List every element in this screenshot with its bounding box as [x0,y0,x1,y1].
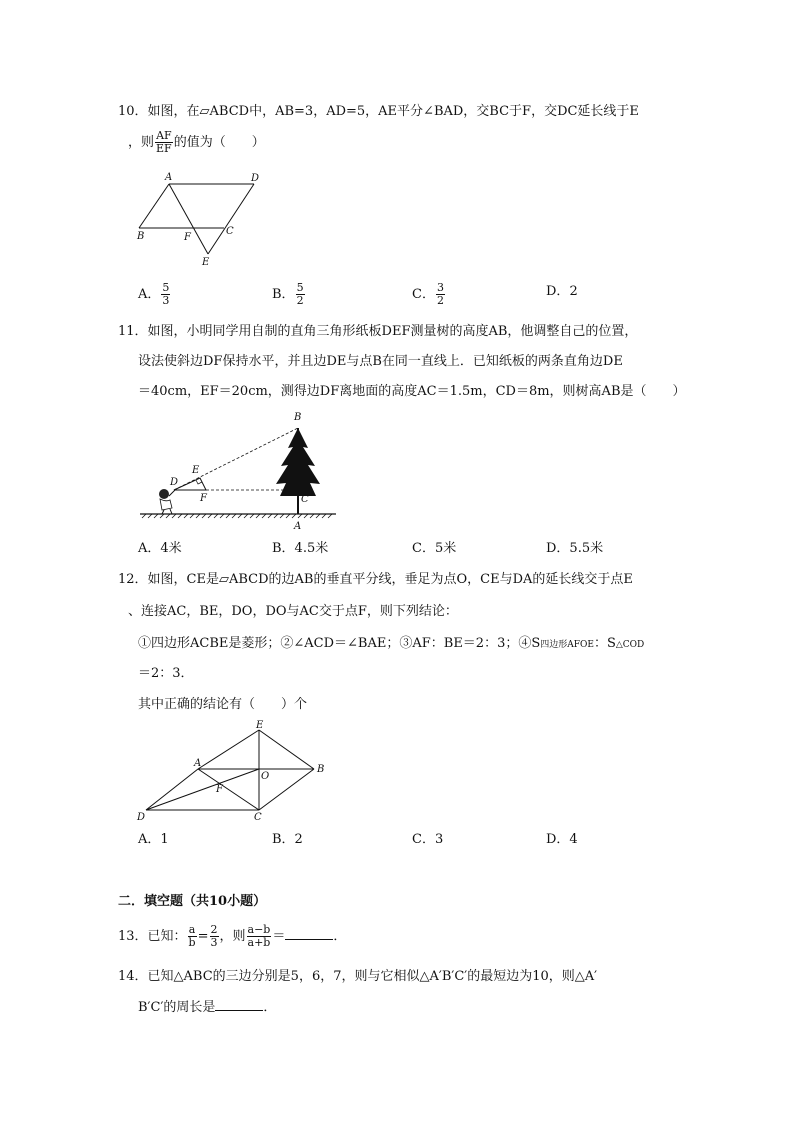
q13-prefix: 13．已知： [118,929,187,944]
q11-option-d[interactable]: D．5.5米 [546,541,604,556]
q13-eq2: ＝ [272,929,286,944]
q10-option-b[interactable] [272,282,306,307]
q10-label-E: E [202,257,210,268]
q12-line3-sub1: 四边形AFOE [540,640,594,650]
q12-label-O: O [261,771,270,782]
q12-line5: 其中正确的结论有（ ）个 [138,697,308,712]
q14-line2-text: B′C′的周长是 [138,1000,216,1015]
q13-frac2-num: 2 [210,923,218,936]
q13-frac3 [247,924,272,949]
q12-line3-text: ①四边形ACBE是菱形；②∠ACD＝∠BAE；③AF：BE＝2：3；④S [138,636,541,651]
q10-label-B: B [137,231,145,242]
section2-title: 二．填空题（共10小题） [118,894,267,909]
q12-line3-sub2: △COD [615,640,645,650]
q11-label-E: E [192,465,200,476]
q12-option-a[interactable]: A．1 [138,832,169,847]
q10-option-c-label: C． [412,287,435,302]
q10-option-a-num: 5 [162,281,170,294]
q10-option-a-label: A． [138,287,161,302]
q13-frac3-den: a+b [247,936,271,949]
q10-option-d-value: 2 [569,284,578,299]
q11-label-F: F [200,493,207,504]
q10-figure [134,168,274,270]
q13-mid: ，则 [219,929,246,944]
q11-figure [138,408,338,534]
q10-frac-den: EF [156,142,172,155]
q10-option-c-num: 3 [436,281,444,294]
q11-option-c[interactable]: C．5米 [412,541,457,556]
q10-option-a[interactable] [138,282,171,307]
q13-frac3-num: a−b [247,923,271,936]
q10-option-d[interactable] [546,284,578,300]
q12-line3 [138,636,644,653]
q13-answer-blank[interactable] [285,939,333,940]
q10-label-D: D [251,173,260,184]
q14-line1: 14．已知△ABC的三边分别是5，6，7，则与它相似△A′B′C′的最短边为10，则△A′ [118,969,598,984]
q14-end: ． [263,1000,277,1015]
q12-line4: ＝2：3． [138,666,194,681]
q10-option-b-den: 2 [296,294,304,307]
q10-option-c-den: 2 [436,294,444,307]
q10-line1: 10．如图，在▱ABCD中，AB=3，AD=5，AE平分∠BAD，交BC于F，交DC延长线于E [118,104,639,119]
q13-end: ． [333,929,347,944]
q10-lead: ，则 [128,135,155,150]
q10-option-d-label: D． [546,284,570,299]
q12-label-D: D [137,812,146,823]
q10-tail: 的值为（ ） [173,135,265,150]
q11-label-C: C [301,494,309,505]
q12-label-A: A [194,758,202,769]
q10-label-C: C [226,226,234,237]
q10-option-b-label: B． [272,287,295,302]
q11-line1: 11．如图，小明同学用自制的直角三角形纸板DEF测量树的高度AB，他调整自己的位置， [118,324,638,339]
q13-frac1-den: b [188,936,196,949]
q11-option-a[interactable]: A．4米 [138,541,182,556]
q12-option-b[interactable]: B．2 [272,832,303,847]
q11-label-B: B [294,412,302,423]
q12-option-c[interactable]: C．3 [412,832,444,847]
q10-fraction [155,130,173,155]
q10-option-a-den: 3 [162,294,170,307]
q13-frac2 [210,924,219,949]
q12-label-E: E [256,720,264,731]
q14-line2 [138,1000,276,1016]
q12-label-B: B [317,764,325,775]
q11-option-b[interactable]: B．4.5米 [272,541,329,556]
q12-figure [134,718,344,826]
q13-frac2-den: 3 [210,936,218,949]
q10-line2 [128,130,265,155]
q11-line2: 设法使斜边DF保持水平，并且边DE与点B在同一直线上．已知纸板的两条直角边DE [138,354,623,369]
q10-label-F: F [184,232,191,243]
q12-option-d[interactable]: D．4 [546,832,578,847]
q11-line3: ＝40cm，EF＝20cm，测得边DF离地面的高度AC＝1.5m，CD＝8m，则树高AB是（ ） [138,384,686,399]
q12-line3-mid: ：S [593,636,616,651]
q10-option-b-num: 5 [296,281,304,294]
q13-eq: = [197,929,209,944]
q13-line [118,924,346,949]
q13-frac1 [188,924,197,949]
q10-label-A: A [165,172,173,183]
q12-line2: 、连接AC，BE，DO，DO与AC交于点F，则下列结论： [128,604,458,619]
q11-label-D: D [170,477,179,488]
q10-frac-num: AF [156,129,172,142]
q11-label-A: A [294,521,302,532]
q14-answer-blank[interactable] [215,1010,263,1011]
q13-frac1-num: a [188,923,196,936]
q12-label-C: C [254,812,262,823]
q12-label-F: F [216,784,223,795]
q12-line1: 12．如图，CE是▱ABCD的边AB的垂直平分线，垂足为点O，CE与DA的延长线交于点E [118,572,633,587]
q10-option-c[interactable] [412,282,446,307]
